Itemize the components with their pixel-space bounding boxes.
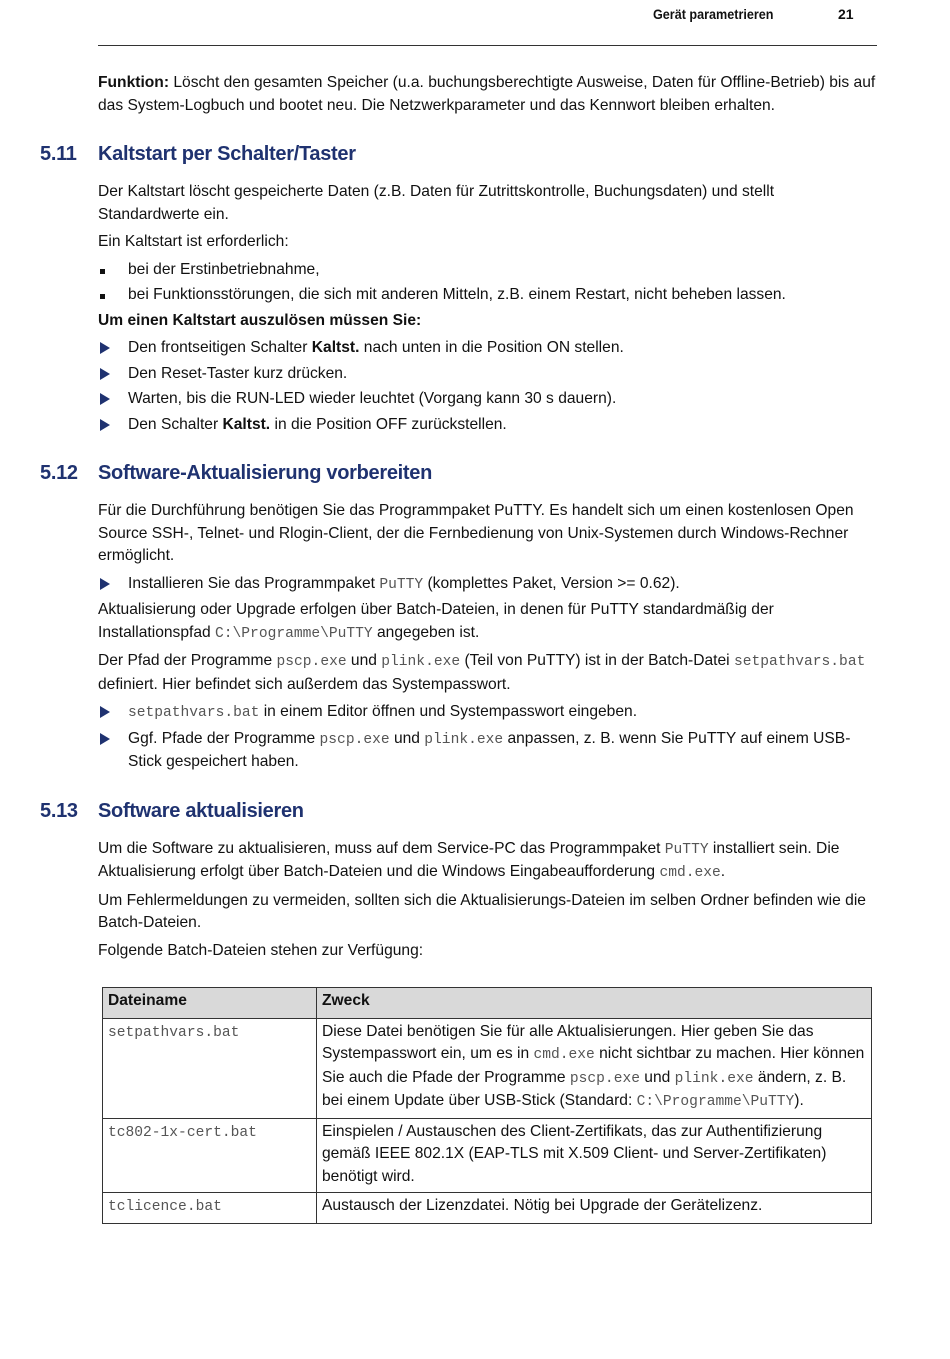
paragraph: Der Pfad der Programme pscp.exe und plink.exe (Teil von PuTTY) ist in der Batch-Datei setpathvars.bat definiert. Hier befindet sich außerdem das Systempasswort. <box>98 652 866 693</box>
bullet-square-icon <box>98 284 105 307</box>
batch-files-table <box>102 987 872 1224</box>
filename-cell: tclicence.bat <box>103 1193 317 1224</box>
step-list <box>98 337 878 436</box>
step-list <box>98 701 878 774</box>
section-heading-5-13: 5.13 Software aktualisieren <box>40 799 304 822</box>
list-item: setpathvars.bat in einem Editor öffnen und Systempasswort eingeben. <box>98 701 878 725</box>
table-row <box>103 1018 872 1118</box>
list-item: Warten, bis die RUN-LED wieder leuchtet (Vorgang kann 30 s dauern). <box>98 388 878 411</box>
paragraph: Um Fehlermeldungen zu vermeiden, sollten sich die Aktualisierungs-Dateien im selben Ordner befinden wie die Batch-Dateien. <box>98 891 866 931</box>
step-arrow-icon <box>98 337 110 362</box>
filename-cell: setpathvars.bat <box>103 1018 317 1118</box>
step-arrow-icon <box>98 363 110 388</box>
intro-label: Funktion: <box>98 74 170 91</box>
step-arrow-icon <box>98 573 110 598</box>
paragraph: Für die Durchführung benötigen Sie das Programmpaket PuTTY. Es handelt sich um einen kostenlosen Open Source SSH-, Telnet- und Rlogin-Client, der die Fernbedienung von Unix-Systemen durch Windows-Rechner ermöglicht. <box>98 502 854 564</box>
list-item: Installieren Sie das Programmpaket PuTTY (komplettes Paket, Version >= 0.62). <box>98 573 878 597</box>
paragraph: Ein Kaltstart ist erforderlich: <box>98 233 289 250</box>
table-row <box>103 1193 872 1224</box>
step-arrow-icon <box>98 414 110 439</box>
section-heading-5-12: 5.12 Software-Aktualisierung vorbereiten <box>40 462 433 484</box>
paragraph: Der Kaltstart löscht gespeicherte Daten (z.B. Daten für Zutrittskontrolle, Buchungsdaten) und stellt Standardwerte ein. <box>98 183 775 223</box>
column-header-filename: Dateiname <box>103 988 317 1019</box>
section-heading-5-11: 5.11 Kaltstart per Schalter/Taster <box>40 143 356 165</box>
step-arrow-icon <box>98 728 110 753</box>
intro-paragraph: Funktion: Löscht den gesamten Speicher (u.a. buchungsberechtigte Ausweise, Daten für Offline-Betrieb) bis auf das System-Logbuch und bootet neu. Die Netzwerkparameter und das Kennwort bleiben erhalten. <box>98 74 876 114</box>
paragraph: Folgende Batch-Dateien stehen zur Verfügung: <box>98 941 424 959</box>
list-item: Den frontseitigen Schalter Kaltst. nach unten in die Position ON stellen. <box>98 337 878 360</box>
document-body <box>40 72 878 1224</box>
bullet-square-icon <box>98 259 105 282</box>
step-arrow-icon <box>98 388 110 413</box>
page-number: 21 <box>838 6 854 22</box>
filename-cell: tc802-1x-cert.bat <box>103 1118 317 1193</box>
step-list <box>98 573 878 597</box>
list-item: bei der Erstinbetriebnahme, <box>98 259 878 282</box>
table-header-row <box>103 988 872 1019</box>
paragraph: Um die Software zu aktualisieren, muss auf dem Service-PC das Programmpaket PuTTY installiert sein. Die Aktualisierung erfolgt über Batch-Dateien und die Windows Eingabeaufforderung cmd.exe. <box>98 839 840 881</box>
header-title: Gerät parametrieren <box>653 6 774 22</box>
steps-heading: Um einen Kaltstart auszulösen müssen Sie: <box>98 311 422 329</box>
paragraph: Aktualisierung oder Upgrade erfolgen über Batch-Dateien, in denen für PuTTY standardmäßig der Installationspfad C:\Programme\PuTTY angegeben ist. <box>98 601 774 642</box>
purpose-cell: Einspielen / Austauschen des Client-Zertifikats, das zur Authentifizierung gemäß IEEE 802.1X (EAP-TLS mit X.509 Client- und Server-Zertifikaten) benötigt wird. <box>317 1118 872 1193</box>
purpose-cell: Diese Datei benötigen Sie für alle Aktualisierungen. Hier geben Sie das Systempasswort ein, um es in cmd.exe nicht sichtbar zu machen. Hier können Sie auch die Pfade der Programme pscp.exe und plink.exe ändern, z. B. bei einem Update über USB-Stick (Standard: C:\Programme\PuTTY). <box>317 1018 872 1118</box>
table-row <box>103 1118 872 1193</box>
step-arrow-icon <box>98 701 110 726</box>
bullet-list <box>98 259 878 307</box>
list-item: bei Funktionsstörungen, die sich mit anderen Mitteln, z.B. einem Restart, nicht beheben lassen. <box>98 284 878 307</box>
purpose-cell: Austausch der Lizenzdatei. Nötig bei Upgrade der Gerätelizenz. <box>317 1193 872 1224</box>
page-header <box>98 0 877 46</box>
list-item: Den Reset-Taster kurz drücken. <box>98 363 878 386</box>
list-item: Den Schalter Kaltst. in die Position OFF zurückstellen. <box>98 414 878 437</box>
list-item: Ggf. Pfade der Programme pscp.exe und plink.exe anpassen, z. B. wenn Sie PuTTY auf einem USB-Stick gespeichert haben. <box>98 728 878 774</box>
column-header-purpose: Zweck <box>317 988 872 1019</box>
